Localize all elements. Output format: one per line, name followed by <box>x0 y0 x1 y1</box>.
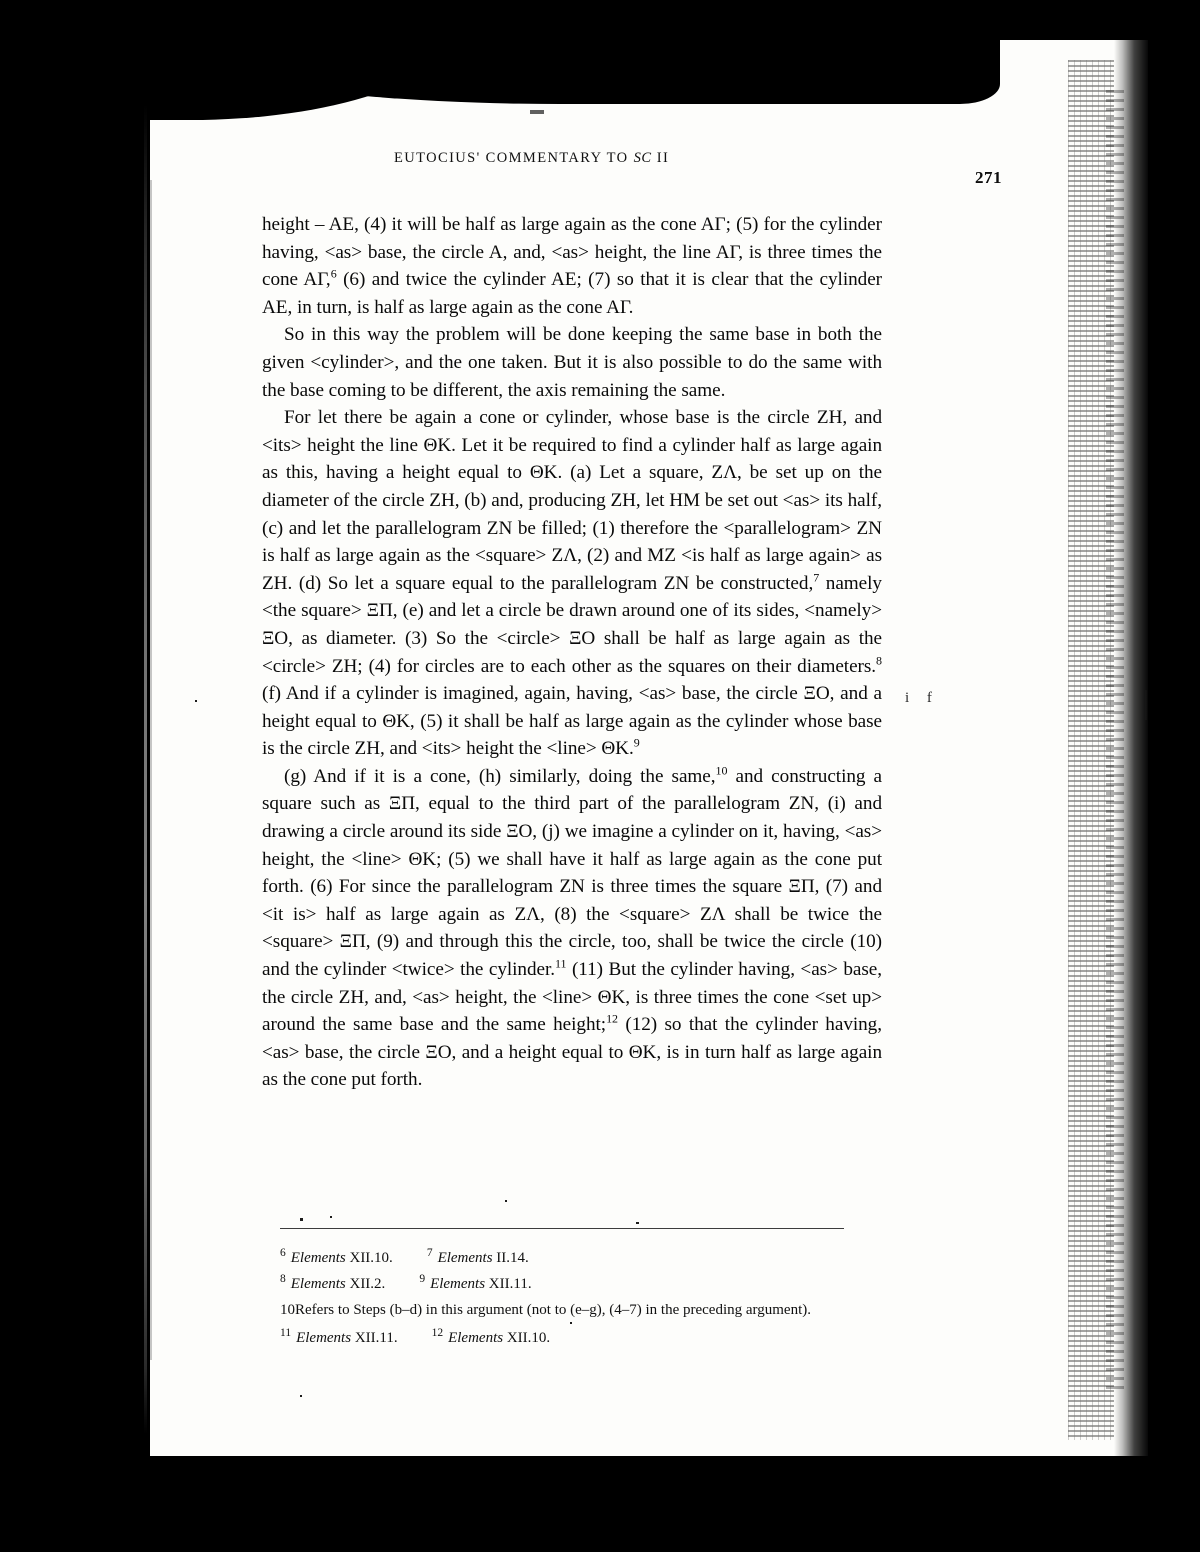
footnote-marker-7: 7 <box>426 1247 433 1259</box>
running-head-suffix: II <box>651 150 670 166</box>
scan-speck <box>505 1200 507 1202</box>
footnote-ref-8: XII.2. <box>345 1276 386 1292</box>
scan-border-left <box>0 0 150 1552</box>
footnote-reference-10: 10 <box>715 763 728 778</box>
footnote-ref-9: XII.11. <box>485 1276 532 1292</box>
footnote-reference-11: 11 <box>555 956 567 971</box>
footnote-row-1 <box>280 1246 852 1270</box>
footnote-marker-9: 9 <box>419 1273 426 1285</box>
footnote-source-7: Elements <box>437 1250 493 1266</box>
footnote-source-12: Elements <box>448 1330 504 1346</box>
page-text-block <box>262 150 882 1094</box>
scan-speck <box>300 1218 303 1221</box>
running-head-prefix: EUTOCIUS' COMMENTARY TO <box>394 150 634 166</box>
footnote-marker-11: 11 <box>280 1327 292 1339</box>
footnote-source-9: Elements <box>430 1276 486 1292</box>
body-paragraph: For let there be again a cone or cylinder, whose base is the circle ZH, and <its> height the line ΘK. Let it be required to find a cylinder half as large again as this, having a height equal to ΘK. (a) Let a square, ZΛ, be set up on the diameter of the circle ZH, (b) and, producing ZH, let HM be set out <as> its half, (c) and let the parallelogram ZN be filled; (1) therefore the <parallelogram> ZN is half as large again as the <square> ZΛ, (2) and MZ <is half as large again> as ZH. (d) So let a square equal to the parallelogram ZN be constructed,$^7$ namely <the square> ΞΠ, (e) and let a circle be drawn around one of its sides, <namely> ΞO, as diameter. (3) So the <circle> ΞO shall be half as large again as the <circle> ZH; (4) for circles are to each other as the squares on their diameters.$^8$ (f) And if a cylinder is imagined, again, having, <as> base, the circle ΞO, and a height equal to ΘK, (5) it shall be half as large again as the cylinder whose base is the circle ZH, and <its> height the <line> ΘK.$^9$ <box>262 407 882 760</box>
footnote-marker-10: 10 <box>280 1302 295 1318</box>
body-paragraph: height – AE, (4) it will be half as large again as the cone AΓ; (5) for the cylinder having, <as> base, the circle A, and, <as> height, the line AΓ, is three times the cone AΓ,$^6$ (6) and twice the cylinder AE; (7) so that it is clear that the cylinder AE, in turn, is half as large again as the cone AΓ. <box>262 214 882 318</box>
scan-border-bottom <box>0 1456 1200 1552</box>
footnote-marker-6: 6 <box>280 1247 286 1259</box>
page-number: 271 <box>975 168 1002 187</box>
footnote-row-2 <box>280 1272 852 1296</box>
footnote-source-8: Elements <box>290 1276 346 1292</box>
footnote-ref-7: II.14. <box>492 1250 529 1266</box>
scan-speck <box>570 1322 572 1324</box>
scan-border-right <box>1148 0 1200 1552</box>
body-paragraph: So in this way the problem will be done keeping the same base in both the given <cylinder>, and the one taken. But it is also possible to do the same with the base coming to be different, the axis remaining the same. <box>262 324 882 401</box>
footnote-reference-12: 12 <box>606 1011 618 1026</box>
scan-speck <box>330 1216 332 1218</box>
page-fore-edge-speckle-inner <box>1106 90 1124 1390</box>
body-paragraphs <box>262 211 882 1094</box>
margin-stray-marks: i f <box>905 690 939 706</box>
book-gutter-line <box>144 104 147 1434</box>
footnote-ref-6: XII.10. <box>345 1250 393 1266</box>
footnote-reference-9: 9 <box>633 735 640 750</box>
footnote-source-11: Elements <box>296 1330 352 1346</box>
footnote-ref-11: XII.11. <box>351 1330 398 1346</box>
footnote-source-6: Elements <box>290 1250 346 1266</box>
scan-speck <box>636 1222 639 1224</box>
footnote-row-3 <box>280 1326 852 1350</box>
running-head <box>394 150 882 167</box>
footnote-marker-8: 8 <box>280 1273 286 1285</box>
footnote-separator-rule <box>280 1228 844 1229</box>
scan-speck <box>195 700 197 702</box>
footnote-reference-6: 6 <box>330 266 337 281</box>
scan-speck <box>530 110 544 114</box>
footnote-marker-12: 12 <box>431 1327 444 1339</box>
body-paragraph: (g) And if it is a cone, (h) similarly, doing the same,$^{10}$ and constructing a square such as ΞΠ, equal to the third part of the parallelogram ZN, (i) and drawing a circle around its side ΞO, (j) we imagine a cylinder on it, having, <as> height, the <line> ΘK; (5) we shall have it half as large again as the cone put forth. (6) For since the parallelogram ZN is three times the square ΞΠ, (7) and <it is> half as large again as ZΛ, (8) the <square> ZΛ shall be twice the <square> ΞΠ, (9) and through this the circle, too, shall be twice the circle (10) and the cylinder <twice> the cylinder.$^{11}$ (11) But the cylinder having, <as> base, the circle ZH, and, <as> height, the <line> ΘK, is three times the cone <set up> around the same base and the same height;$^{12}$ (12) so that the cylinder having, <as> base, the circle ΞO, and a height equal to ΘK, is in turn half as large again as the cone put forth. <box>262 763 883 1091</box>
footnote-ref-12: XII.10. <box>503 1330 551 1346</box>
footnote-10 <box>280 1298 846 1322</box>
footnote-reference-7: 7 <box>813 570 820 585</box>
footnote-reference-8: 8 <box>876 653 882 668</box>
footnote-apparatus <box>280 1228 852 1352</box>
running-head-work-title: SC <box>633 150 652 166</box>
footnote-text-10: Refers to Steps (b–d) in this argument (not to (e–g), (4–7) in the preceding argument). <box>295 1302 811 1318</box>
scan-speck <box>300 1395 302 1397</box>
book-gutter-line-soft <box>150 180 152 1360</box>
scan-speck <box>1145 690 1147 720</box>
